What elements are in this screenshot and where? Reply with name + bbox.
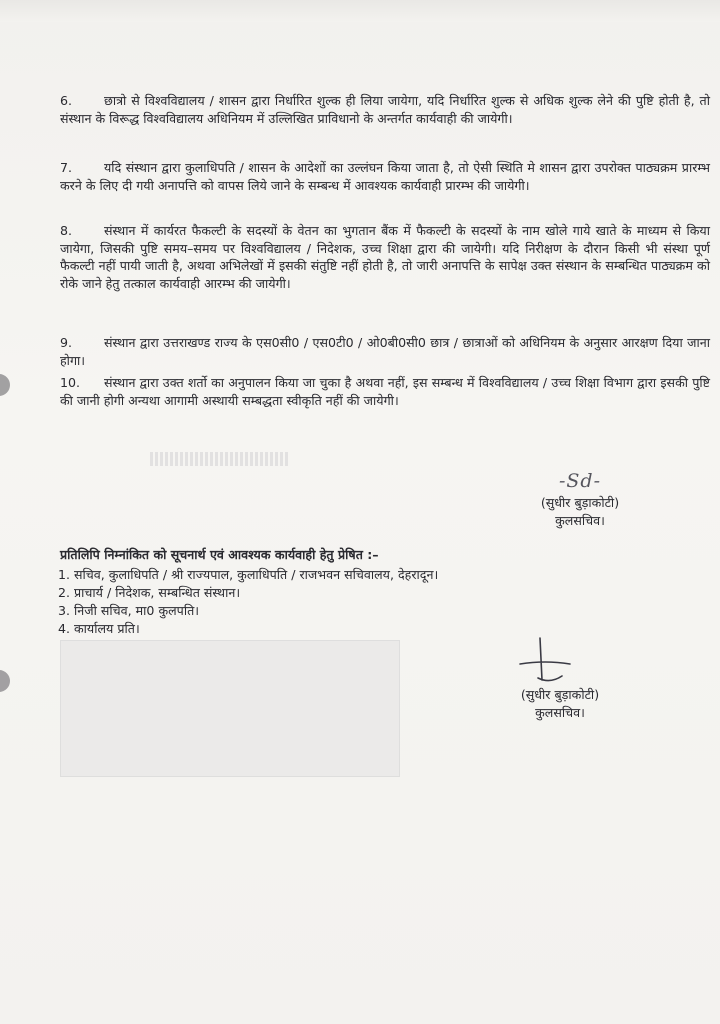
copy-heading: प्रतिलिपि निम्नांकित को सूचनार्थ एवं आवश्यक कार्यवाही हेतु प्रेषित :– [60,547,379,562]
list-item: 1. सचिव, कुलाधिपति / श्री राज्यपाल, कुलाधिपति / राजभवन सचिवालय, देहरादून। [58,567,439,582]
clause-text: संस्थान में कार्यरत फैकल्टी के सदस्यों के वेतन का भुगतान बैंक में फैकल्टी के सदस्यों के नाम खोले गाये खाते के माध्यम से किया जायेगा, जिसकी पुष्टि समय–समय पर विश्वविद्यालय / निदेशक, उच्च शिक्षा द्वारा की जायेगी। यदि निरीक्षण के दौरान किसी भी संस्था पूर्ण फैकल्टी नहीं पायी जाती है, अथवा अभिलेखों में इसकी संतुष्टि नहीं होती है, तो जारी अनापत्ति के सापेक्ष उक्त संस्थान के सम्बन्धित पाठ्यक्रम को रोके जाने हेतु तत्काल कार्यवाही आरम्भ की जायेगी। [60,223,710,291]
signature-mark: -Sd- [558,470,602,492]
clause-number: 6. [60,93,73,108]
clause-6 [60,92,710,127]
signatory-designation: कुलसचिव। [555,513,605,528]
list-item: 3. निजी सचिव, मा0 कुलपति। [58,603,200,618]
scan-top-edge [0,0,720,22]
clause-10 [60,374,710,409]
clause-text: संस्थान द्वारा उक्त शर्तो का अनुपालन किया जा चुका है अथवा नहीं, इस सम्बन्ध में विश्वविद्यालय / उच्च शिक्षा विभाग द्वारा इसकी पुष्टि की जानी होगी अन्यथा आगामी अस्थायी सम्बद्धता स्वीकृति नहीं की जायेगी। [60,375,710,408]
clause-text: संस्थान द्वारा उत्तराखण्ड राज्य के एस0सी0 / एस0टी0 / ओ0बी0सी0 छात्र / छात्राओं को अधिनियम के अनुसार आरक्षण दिया जाना होगा। [60,335,710,368]
clause-8 [60,222,710,292]
binder-hole-mark [0,666,12,696]
clause-number: 9. [60,335,73,350]
copy-list [58,566,438,638]
handwritten-signature [500,634,610,686]
clause-number: 7. [60,160,73,175]
signature-block-top [520,472,640,530]
clause-text: छात्रो से विश्वविद्यालय / शासन द्वारा निर्धारित शुल्क ही लिया जायेगा, यदि निर्धारित शुल्क से अधिक शुल्क लेने की पुष्टि होती है, तो संस्थान के विरूद्ध विश्वविद्यालय अधिनियम में उल्लिखित प्राविधानो के अन्तर्गत कार्यवाही की जायेगी। [60,93,710,126]
faint-smudge [150,452,290,466]
binder-hole-mark [0,370,12,400]
clause-number: 10. [60,375,81,390]
list-item: 4. कार्यालय प्रति। [58,621,140,636]
signature-block-bottom [500,686,620,722]
clause-9 [60,334,710,369]
list-item: 2. प्राचार्य / निदेशक, सम्बन्धित संस्थान। [58,585,241,600]
clause-number: 8. [60,223,73,238]
signatory-designation: कुलसचिव। [535,705,585,720]
signatory-name: (सुधीर बुड़ाकोटी) [520,687,600,702]
redacted-stamp-area [60,640,400,777]
signatory-name: (सुधीर बुड़ाकोटी) [540,495,620,510]
clause-text: यदि संस्थान द्वारा कुलाधिपति / शासन के आदेशों का उल्लंघन किया जाता है, तो ऐसी स्थिति मे शासन द्वारा उपरोक्त पाठ्यक्रम प्रारम्भ करने के लिए दी गयी अनापत्ति को वापस लिये जाने के सम्बन्ध में आवश्यक कार्यवाही प्रारम्भ की जायेगी। [60,160,710,193]
clause-7 [60,159,710,194]
